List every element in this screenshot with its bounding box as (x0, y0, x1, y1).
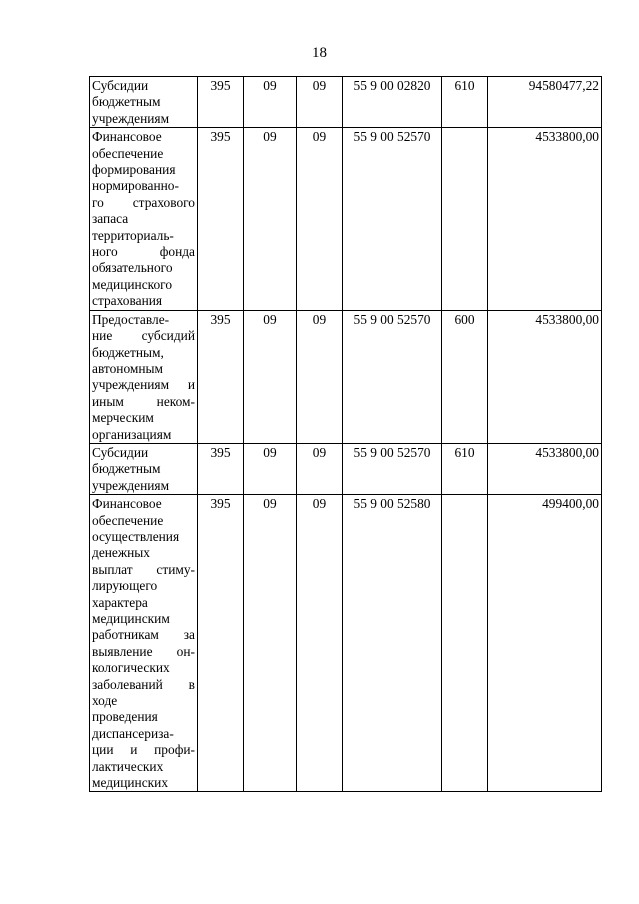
expense-name-cell (90, 495, 198, 792)
target-article-cell: 55 9 00 52570 (343, 310, 442, 443)
expense-name-cell (90, 77, 198, 128)
expense-name-line: Финансовое (92, 496, 162, 512)
page-number: 18 (312, 45, 327, 61)
subsection-code-cell: 09 (297, 77, 343, 128)
expense-name-line: ного фонда (92, 244, 195, 260)
expense-name-line: учреждениям (92, 110, 170, 126)
amount-cell: 94580477,22 (488, 77, 602, 128)
expense-name-line: учреждениям (92, 477, 170, 493)
section-code-cell: 09 (244, 310, 297, 443)
expense-name-line: бюджетным, (92, 344, 164, 360)
amount-cell: 4533800,00 (488, 128, 602, 310)
ministry-code-cell: 395 (198, 77, 244, 128)
section-code-cell: 09 (244, 495, 297, 792)
ministry-code-cell: 395 (198, 495, 244, 792)
amount-cell: 4533800,00 (488, 443, 602, 494)
table-row (90, 77, 602, 128)
expense-name-line: медицинским (92, 611, 170, 626)
table-row (90, 443, 602, 494)
expense-name-line: обеспечение (92, 145, 164, 161)
subsection-code-cell: 09 (297, 495, 343, 792)
expense-name-line: лактических (92, 758, 164, 774)
expense-name-line: страхования (92, 293, 163, 309)
expense-name-line: го страхового (92, 194, 195, 210)
expense-name-line: Субсидии (92, 78, 149, 93)
expense-name-line: Финансовое (92, 129, 162, 145)
expense-name-line: территориаль- (92, 227, 174, 243)
expense-name-line: медицинского (92, 276, 173, 292)
expense-name-cell (90, 128, 198, 310)
expense-type-cell: 610 (442, 77, 488, 128)
expense-name-line: медицинских (92, 775, 169, 791)
target-article-cell: 55 9 00 52580 (343, 495, 442, 792)
expense-name-line: диспансериза- (92, 725, 174, 741)
expense-type-cell (442, 128, 488, 310)
budget-table (89, 76, 602, 792)
expense-name-line: лирующего (92, 578, 158, 594)
expense-name-line: учреждениям и (92, 377, 195, 393)
ministry-code-cell: 395 (198, 128, 244, 310)
target-article-cell: 55 9 00 52570 (343, 443, 442, 494)
table-row (90, 495, 602, 792)
expense-name-line: иным неком- (92, 393, 195, 409)
expense-name-line: Субсидии (92, 444, 149, 460)
expense-name-line: обеспечение (92, 512, 164, 528)
table-body (90, 77, 602, 792)
expense-name-line: автономным (92, 360, 164, 376)
expense-name-line: денежных (92, 545, 150, 561)
expense-name-line: обязательного (92, 260, 173, 276)
subsection-code-cell: 09 (297, 443, 343, 494)
expense-name-line: ние субсидий (92, 328, 195, 344)
amount-cell: 4533800,00 (488, 310, 602, 443)
expense-name-cell (90, 310, 198, 443)
expense-type-cell: 600 (442, 310, 488, 443)
section-code-cell: 09 (244, 443, 297, 494)
target-article-cell: 55 9 00 02820 (343, 77, 442, 128)
expense-name-line: мерческим (92, 410, 154, 426)
expense-type-cell: 610 (442, 443, 488, 494)
expense-name-line: формирования (92, 162, 176, 178)
expense-name-line: бюджетным (92, 461, 161, 477)
expense-name-line: запаса (92, 211, 129, 227)
expense-name-line: ции и профи- (92, 742, 195, 758)
expense-name-line: выявление он- (92, 643, 195, 659)
section-code-cell: 09 (244, 77, 297, 128)
expense-name-line: заболеваний в (92, 676, 195, 692)
section-code-cell: 09 (244, 128, 297, 310)
expense-name-line: работникам за (92, 627, 195, 643)
expense-name-line: кологических (92, 660, 170, 676)
target-article-cell: 55 9 00 52570 (343, 128, 442, 310)
subsection-code-cell: 09 (297, 128, 343, 310)
expense-name-line: проведения (92, 709, 158, 725)
expense-name-line: выплат стиму- (92, 561, 195, 577)
expense-name-line: осуществления (92, 528, 180, 544)
expense-name-line: бюджетным (92, 94, 161, 110)
expense-name-line: ходе (92, 693, 118, 709)
expense-type-cell (442, 495, 488, 792)
expense-name-cell (90, 443, 198, 494)
amount-cell: 499400,00 (488, 495, 602, 792)
expense-name-line: организациям (92, 426, 172, 442)
table-row (90, 128, 602, 310)
ministry-code-cell: 395 (198, 310, 244, 443)
expense-name-line: характера (92, 594, 148, 610)
ministry-code-cell: 395 (198, 443, 244, 494)
subsection-code-cell: 09 (297, 310, 343, 443)
table-row (90, 310, 602, 443)
expense-name-line: нормированно- (92, 178, 179, 194)
expense-name-line: Предоставле- (92, 311, 170, 327)
